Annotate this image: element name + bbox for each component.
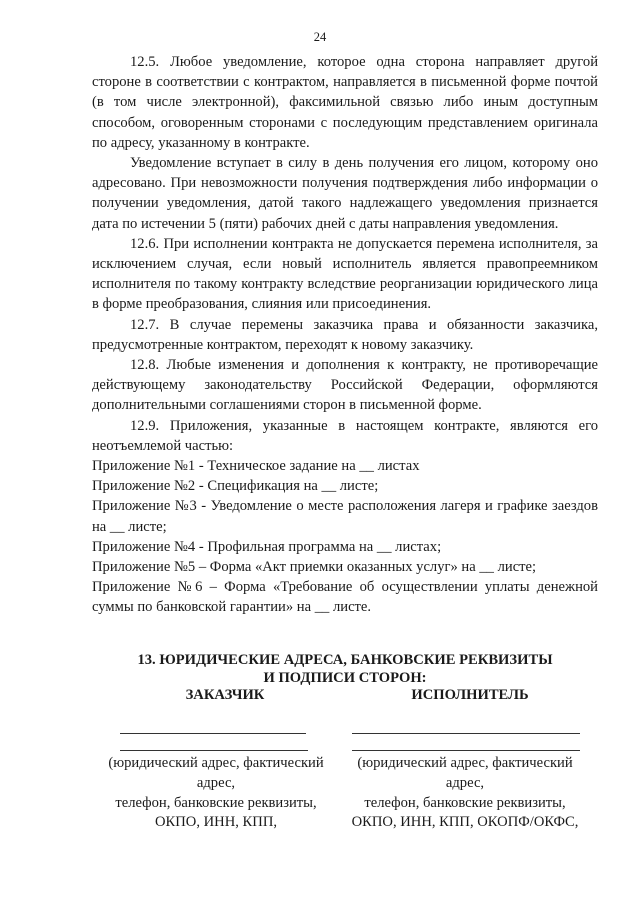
contractor-details-caption xyxy=(340,754,590,833)
contract-text xyxy=(92,52,598,618)
contractor-caption-line: ОКПО, ИНН, КПП, ОКОПФ/ОКФС, xyxy=(351,814,579,831)
customer-caption-line: ОКПО, ИНН, КПП, xyxy=(154,814,278,831)
appendix-5: Приложение №5 – Форма «Акт приемки оказанных услуг» на __ листе; xyxy=(92,559,537,576)
paragraph-12-6: 12.6. При исполнении контракта не допускается перемена исполнителя, за исключением случая, если новый исполнитель является правопреемником исполнителя по такому контракту вследствие реорганизации юридического лица в форме преобразования, слияния или присоединения. xyxy=(92,235,598,313)
appendix-1: Приложение №1 - Техническое задание на __ листах xyxy=(92,458,420,475)
customer-caption-line: адрес, xyxy=(196,774,236,791)
contractor-details-line xyxy=(352,750,580,751)
contractor-signature-line xyxy=(352,733,580,734)
paragraph-notification-effect: Уведомление вступает в силу в день получения его лицом, которому оно адресовано. При невозможности получения подтверждения либо информации о получении уведомления, датой такого надлежащего уведомления признается дата по истечении 5 (пяти) рабочих дней с даты направления уведомления. xyxy=(92,155,598,232)
customer-caption-line: (юридический адрес, фактический xyxy=(108,755,324,771)
contractor-title: ИСПОЛНИТЕЛЬ xyxy=(411,687,529,703)
section-13-heading-line-2: И ПОДПИСИ СТОРОН: xyxy=(263,670,427,686)
page-number: 24 xyxy=(313,30,327,44)
section-13-heading xyxy=(92,651,598,687)
contractor-caption-line: адрес, xyxy=(445,774,485,791)
paragraph-12-9: 12.9. Приложения, указанные в настоящем контракте, являются его неотъемлемой частью: xyxy=(92,417,598,454)
paragraph-12-8: 12.8. Любые изменения и дополнения к контракту, не противоречащие действующему законодательству Российской Федерации, оформляются дополнительными соглашениями сторон в письменной форме. xyxy=(92,357,598,414)
paragraph-12-7: 12.7. В случае перемены заказчика права и обязанности заказчика, предусмотренные контрактом, переходят к новому заказчику. xyxy=(92,316,598,353)
section-13-heading-line-1: 13. ЮРИДИЧЕСКИЕ АДРЕСА, БАНКОВСКИЕ РЕКВИЗИТЫ xyxy=(137,652,553,668)
appendix-3: Приложение №3 - Уведомление о месте расположения лагеря и графике заездов на __ листе; xyxy=(92,498,598,535)
customer-details-line xyxy=(120,750,308,751)
contractor-caption-line: (юридический адрес, фактический xyxy=(357,755,573,771)
customer-details-caption xyxy=(96,754,336,833)
customer-title: ЗАКАЗЧИК xyxy=(185,687,265,703)
appendix-2: Приложение №2 - Спецификация на __ листе; xyxy=(92,478,379,495)
contractor-caption-line: телефон, банковские реквизиты, xyxy=(364,794,566,811)
customer-caption-line: телефон, банковские реквизиты, xyxy=(115,794,317,811)
customer-signature-line xyxy=(120,733,306,734)
paragraph-12-5: 12.5. Любое уведомление, которое одна сторона направляет другой стороне в соответствии с контрактом, направляется в письменной форме почтой (в том числе электронной), факсимильной связью либо иным доступным способом, оговоренным сторонами с последующим представлением оригинала по адресу, указанному в контракте. xyxy=(92,54,598,151)
appendix-6: Приложение №6 – Форма «Требование об осуществлении уплаты денежной суммы по банковской гарантии» на __ листе. xyxy=(92,579,598,616)
appendix-4: Приложение №4 - Профильная программа на __ листах; xyxy=(92,538,442,555)
